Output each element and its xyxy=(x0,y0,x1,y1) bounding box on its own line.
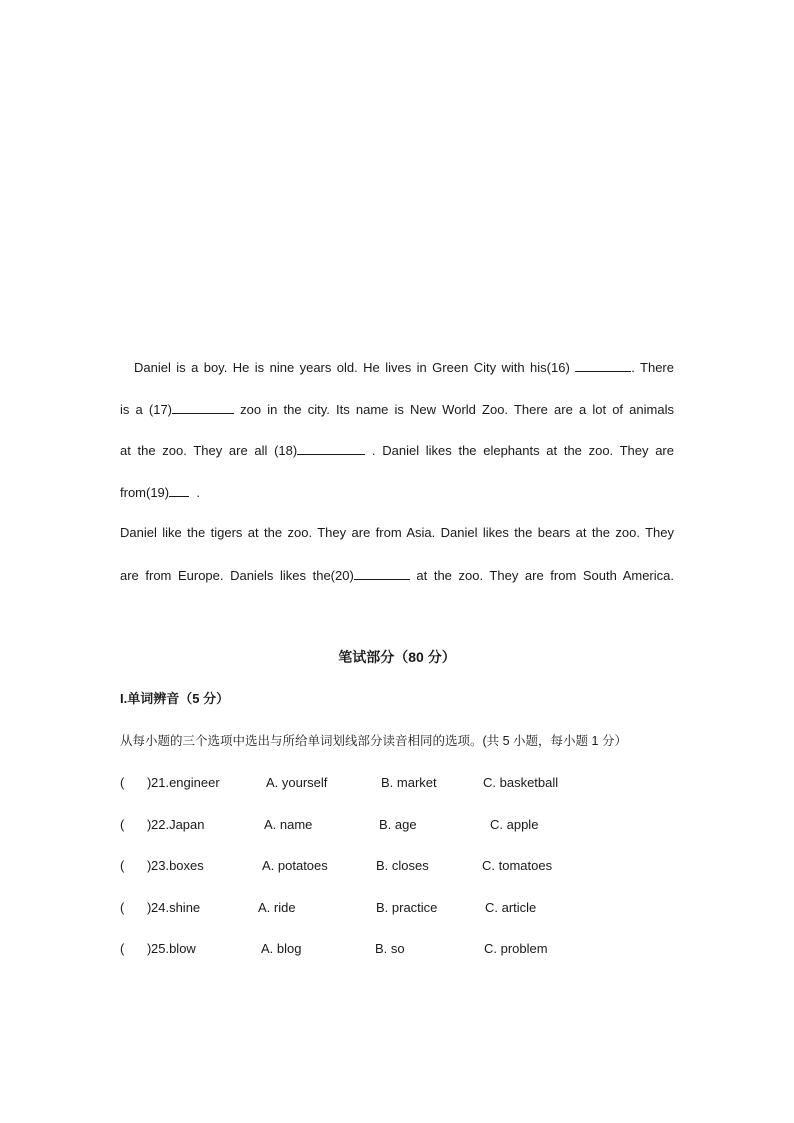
instructions: 从每小题的三个选项中选出与所给单词划线部分读音相同的选项。(共 5 小题，每小题 1 分） xyxy=(120,734,627,748)
blank-17 xyxy=(172,400,234,414)
part-title: I.单词辨音（5 分） xyxy=(120,691,230,706)
passage-line-2: is a (17) zoo in the city. Its name is New World Zoo. There are a lot of animals xyxy=(120,402,674,417)
blank-20 xyxy=(354,566,410,580)
passage-line-5: Daniel like the tigers at the zoo. They are from Asia. Daniel likes the bears at the zoo. They xyxy=(120,525,674,540)
section-title: 笔试部分（80 分） xyxy=(338,649,456,665)
blank-16 xyxy=(575,358,631,372)
passage-line-4: from(19) . xyxy=(120,485,200,500)
passage-line-3: at the zoo. They are all (18) . Daniel likes the elephants at the zoo. They are xyxy=(120,443,674,458)
blank-18 xyxy=(297,441,365,455)
passage-line-6: are from Europe. Daniels likes the(20) at the zoo. They are from South America. xyxy=(120,568,674,583)
passage-line-1: Daniel is a boy. He is nine years old. He lives in Green City with his(16) . There xyxy=(134,360,674,375)
blank-19 xyxy=(169,483,189,497)
